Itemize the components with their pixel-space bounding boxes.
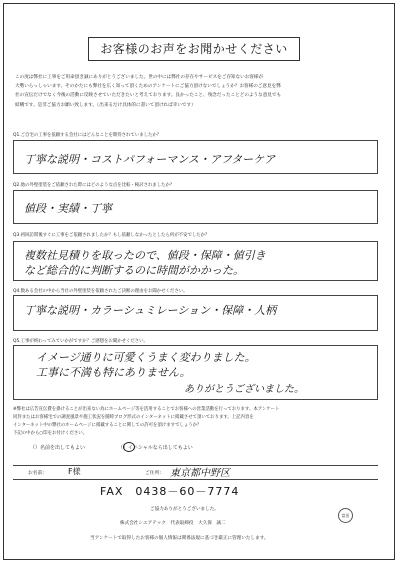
- notice-line: 下記の中から○印をお付けください。: [13, 431, 88, 436]
- answer-2-line-1: 値段・実績・丁寧: [24, 202, 112, 215]
- question-2: Q2.他の外壁塗装をご依頼された際にはどのような点を比較・検討されましたか？: [13, 183, 175, 188]
- option-named-label: ）名前を出してもよい: [35, 445, 86, 451]
- page-title: お客様のお声をお聞かせください: [88, 37, 300, 61]
- thanks-text: ご協力ありがとうございました。: [150, 507, 219, 512]
- question-5: Q5.工事が終わってみていかがですか？ご感想をお聞かせください。: [13, 339, 148, 344]
- answer-1-line-1: 丁寧な説明・コストパフォーマンス・アフターケア: [24, 153, 276, 166]
- answer-box-2: [13, 190, 378, 224]
- question-1: Q1.ご自宅の工事を依頼する会社にはどんなことを期待されていましたか？: [13, 133, 162, 138]
- intro-line: 社の宣伝だけでなく今後の活動に反映させていただきたいと考えております。良かったこと、残念だったことどのような意見でも: [15, 93, 282, 99]
- option-paren: （: [30, 445, 36, 451]
- fax-number: FAX 0438－60－7774: [100, 485, 240, 498]
- privacy-text: 当アンケートで取得したお客様の個人情報は関係法規に基づき厳正に管理いたします。: [90, 536, 269, 541]
- answer-3-line-2: など総合的に判断するのに時間がかかった。: [24, 264, 244, 277]
- notice-line: 同封またはお客様宅での調査風景や施工状況を随時ブログ形式のインターネットに掲載させて頂いております。上記内容を: [13, 415, 254, 420]
- intro-paragraph: [15, 73, 385, 110]
- answer-5-line-3: ありがとうございました。: [184, 384, 304, 395]
- answer-box-3: [13, 241, 378, 281]
- answer-box-1: [13, 140, 378, 174]
- answer-5-line-1: イメージ通りに可愛くうまく変わりました。: [36, 351, 256, 364]
- address-value: 東京都中野区: [170, 468, 230, 479]
- intro-line: この度は弊社に工事をご用命頂き誠にありがとうございました。世の中には弊社の存在やサービスをご存知ないお客様が: [15, 75, 264, 80]
- notice-line: ※弊社は広告宣伝費を掛けることが出来ない為にホームページ等を活用することでお客様への営業活動を行っております。本アンケート: [13, 407, 280, 412]
- option-named[interactable]: [30, 444, 85, 451]
- answer-3-line-1: 複数社見積りを取ったので、値段・保障・値引き: [24, 249, 266, 262]
- option-paren: （: [118, 445, 124, 451]
- intro-line: 結構です。是非ご協力お願い致します。（出来るだけ具体的に書いて頂ければ幸いです）: [15, 102, 196, 108]
- name-value: F様: [68, 467, 81, 476]
- answer-box-4: [13, 295, 378, 331]
- answer-box-5: [13, 345, 378, 400]
- company-text: 株式会社シエアテック 代表取締役 大久保 誠二: [120, 521, 226, 526]
- circle-mark-icon: [123, 442, 135, 452]
- name-label: お名前:: [28, 471, 45, 476]
- notice-line: インターネット中の弊社のホームページに掲載することに関しての許可を頂けますでしょうか？: [13, 423, 202, 428]
- seal-stamp: 富田: [338, 508, 353, 523]
- answer-4-line-1: 丁寧な説明・カラーシュミレーション・保障・人柄: [24, 304, 277, 317]
- option-initial-label: ）イニシャルなら出してもよい: [123, 445, 193, 451]
- answer-5-line-2: 工事に不満も特にありません。: [36, 366, 191, 379]
- question-4: Q4.数ある会社の中から当社の外壁塗装を依頼されたご決断の理由をお聞かせください。: [13, 289, 188, 294]
- address-label: ご住所:: [145, 471, 162, 476]
- question-3: Q3.初回訪問後すぐに工事をご依頼されましたか？もし依頼しなかったとしたら何が不安でしたか？: [13, 233, 210, 238]
- intro-line: 大勢いらっしゃいます。そのかたにも弊社を広く知って頂くためのアンケートにご協力頂けないでしょうか？お客様のご意見を弊: [15, 84, 281, 90]
